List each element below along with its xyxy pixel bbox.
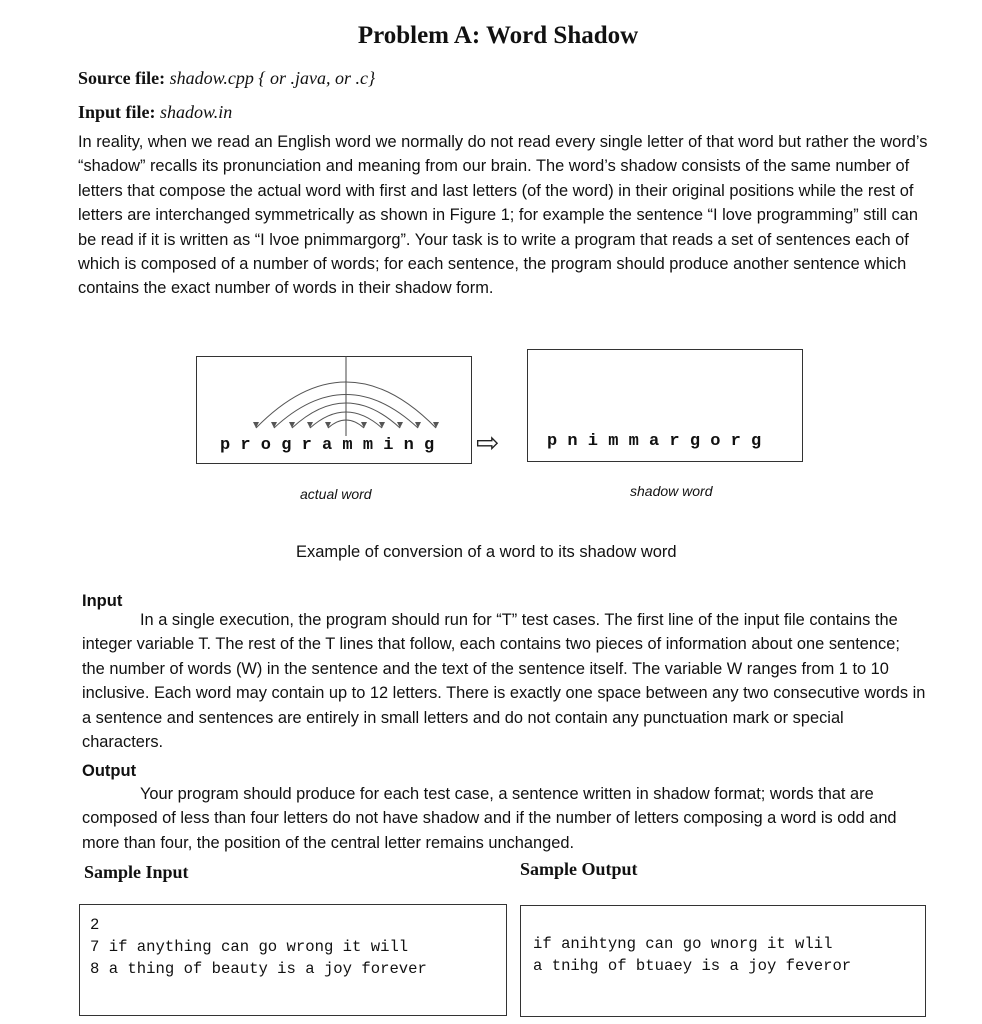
output-heading: Output <box>82 762 137 780</box>
arc-arrowhead <box>253 422 259 428</box>
actual-word-caption: actual word <box>300 486 372 502</box>
sample-output-box <box>520 905 926 1017</box>
arc-arrowhead <box>397 422 403 428</box>
figure-caption: Example of conversion of a word to its shadow word <box>296 543 677 561</box>
output-paragraph: Your program should produce for each test case, a sentence written in shadow format; words that are composed of less than four letters do not have shadow and if the number of letters composing a word is odd and more than four, the position of the central letter remains unchanged. <box>82 785 897 852</box>
arc-arrowhead <box>361 422 367 428</box>
sample-input-heading: Sample Input <box>84 862 189 882</box>
page-title: Problem A: Word Shadow <box>357 22 639 49</box>
shadow-word-caption: shadow word <box>630 483 713 499</box>
arc-arrowhead <box>289 422 295 428</box>
symmetry-arcs-diagram <box>196 356 472 436</box>
sample-input-box <box>79 904 507 1016</box>
conversion-arrow-icon: ⇨ <box>476 428 500 459</box>
input-file-label: Input file: <box>78 102 156 122</box>
arc-arrowhead <box>379 422 385 428</box>
sample-output-text: if anihtyng can go wnorg it wlil a tnihg of btuaey is a joy feveror <box>533 935 852 975</box>
shadow-word-letters: p n i m m a r g o r g <box>547 432 762 451</box>
source-file-value: shadow.cpp { or .java, or .c} <box>169 68 376 88</box>
source-file-line <box>78 68 375 89</box>
source-file-label: Source file: <box>78 68 166 88</box>
input-paragraph: In a single execution, the program should run for “T” test cases. The first line of the input file contains the integer variable T. The rest of the T lines that follow, each contains two pieces of information about one sentence; the number of words (W) in the sentence and the text of the sentence itself. The variable W ranges from 1 to 10 inclusive. Each word may contain up to 12 letters. There is exactly one space between any two consecutive words in a sentence and sentences are entirely in small letters and do not contain any punctuation mark or special characters. <box>82 611 926 752</box>
arc-arrowhead <box>415 422 421 428</box>
arc-arrowhead <box>307 422 313 428</box>
input-file-value: shadow.in <box>160 102 233 122</box>
arc-arrowhead <box>325 422 331 428</box>
sample-output-heading: Sample Output <box>520 859 638 879</box>
actual-word-letters: p r o g r a m m i n g <box>220 436 435 455</box>
input-heading: Input <box>82 592 123 610</box>
intro-paragraph: In reality, when we read an English word we normally do not read every single letter of that word but rather the word’s “shadow” recalls its pronunciation and meaning from our brain. The word’s shadow consists of the same number of letters that compose the actual word with first and last letters (of the word) in their original positions while the rest of letters are interchanged symmetrically as shown in Figure 1; for example the sentence “I love programming” still can be read if it is written as “I lvoe pnimmargorg”. Your task is to write a program that reads a set of sentences each of which is composed of a number of words; for each sentence, the program should produce another sentence which contains the exact number of words in their shadow form. <box>78 133 928 298</box>
sample-input-text: 2 7 if anything can go wrong it will 8 a thing of beauty is a joy forever <box>90 916 427 978</box>
arc-arrowhead <box>433 422 439 428</box>
arc-arrowhead <box>271 422 277 428</box>
input-file-line <box>78 102 232 123</box>
